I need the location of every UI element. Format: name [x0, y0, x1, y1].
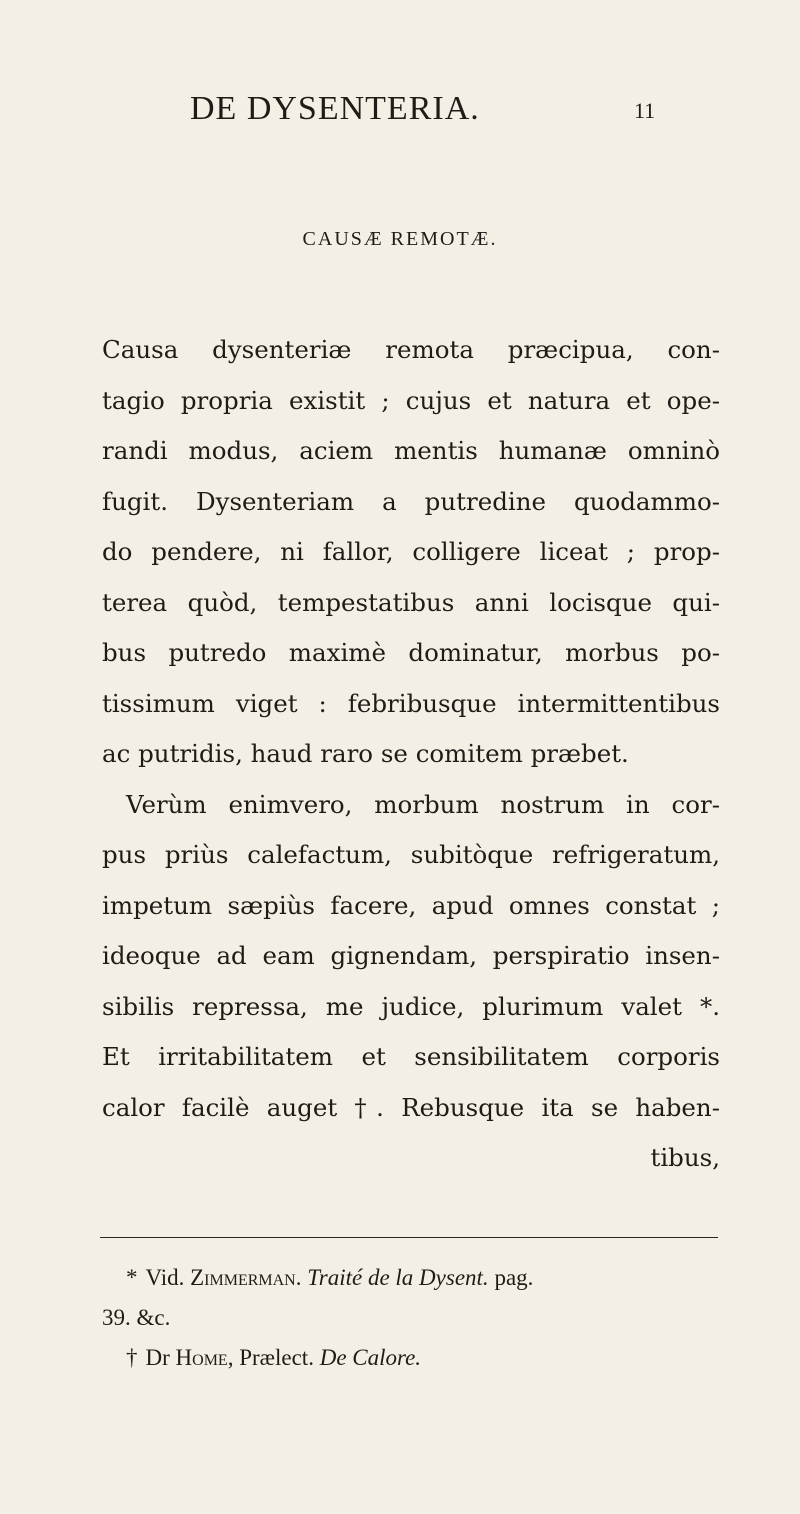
running-head	[0, 90, 800, 140]
text-line: Et irritabilitatem et sensibilitatem corporis	[102, 1042, 720, 1071]
page-number: 11	[634, 98, 656, 123]
footnotes	[102, 1258, 722, 1378]
running-title: DE DYSENTERIA.	[190, 90, 480, 127]
catchword: tibus,	[650, 1143, 720, 1172]
footnote-marker: *	[126, 1265, 138, 1290]
text-line: sibilis repressa, me judice, plurimum valet *.	[102, 991, 720, 1021]
footnote-title: Traité de la Dysent.	[307, 1265, 489, 1290]
footnote-text: Vid.	[145, 1265, 191, 1290]
footnote-marker: †	[126, 1345, 138, 1370]
body-text	[102, 325, 720, 1184]
footnote-1-continuation: 39. &c.	[102, 1305, 171, 1330]
footnote-author: Home,	[175, 1345, 234, 1370]
footnote-rule	[100, 1237, 718, 1238]
text-line: bus putredo maximè dominatur, morbus po-	[102, 638, 720, 667]
text-line: tissimum viget : febribusque intermittentibus	[102, 688, 720, 718]
text-line: pus priùs calefactum, subitòque refrigeratum,	[102, 840, 720, 869]
text-line: fugit. Dysenteriam a putredine quodammo-	[102, 486, 720, 516]
text-line: terea quòd, tempestatibus anni locisque qui-	[102, 587, 720, 617]
footnote-author: Zimmerman.	[190, 1265, 302, 1290]
text-line: Verùm enimvero, morbum nostrum in cor-	[126, 789, 720, 819]
text-line: ac putridis, haud raro se comitem præbet.	[102, 739, 629, 768]
footnote-text: Dr	[145, 1345, 176, 1370]
text-line: calor facilè auget †. Rebusque ita se haben-	[102, 1092, 720, 1122]
text-line: ideoque ad eam gignendam, perspiratio insen-	[102, 941, 720, 970]
footnote-text: pag.	[494, 1265, 534, 1290]
footnote-title: De Calore.	[319, 1345, 422, 1370]
text-line: Causa dysenteriæ remota præcipua, con-	[102, 335, 720, 364]
text-line: tagio propria existit ; cujus et natura et ope-	[102, 385, 720, 415]
section-heading: CAUSÆ REMOTÆ.	[302, 228, 498, 250]
text-line: do pendere, ni fallor, colligere liceat ; prop-	[102, 537, 720, 566]
footnote-text: Prælect.	[239, 1345, 314, 1370]
text-line: impetum sæpiùs facere, apud omnes constat ;	[102, 890, 720, 920]
footnote-1	[102, 1258, 722, 1298]
footnote-2	[102, 1338, 722, 1378]
text-line: randi modus, aciem mentis humanæ omninò	[102, 436, 720, 465]
